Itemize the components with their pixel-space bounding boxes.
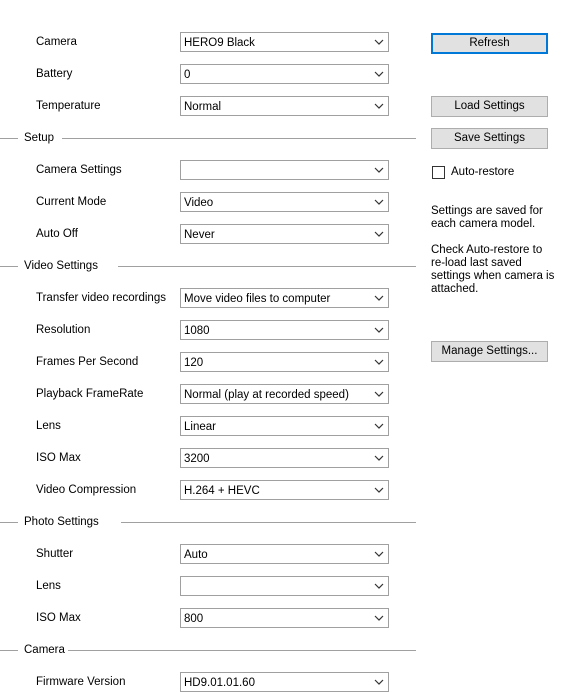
temperature-select[interactable]: Normal: [180, 96, 389, 116]
chevron-down-icon: [374, 70, 384, 78]
chevron-down-icon: [374, 230, 384, 238]
chevron-down-icon: [374, 582, 384, 590]
chevron-down-icon: [374, 454, 384, 462]
chevron-down-icon: [374, 102, 384, 110]
refresh-button[interactable]: Refresh: [431, 33, 548, 54]
photo-iso-max-label: ISO Max: [36, 612, 81, 624]
battery-select[interactable]: 0: [180, 64, 389, 84]
info-text-saved: Settings are saved for each camera model.: [431, 205, 543, 230]
section-title: Camera: [24, 644, 65, 656]
video-compression-select[interactable]: H.264 + HEVC: [180, 480, 389, 500]
chevron-down-icon: [374, 550, 384, 558]
chevron-down-icon: [374, 38, 384, 46]
shutter-select[interactable]: Auto: [180, 544, 389, 564]
chevron-down-icon: [374, 198, 384, 206]
divider: [121, 522, 416, 523]
section-setup: [0, 131, 416, 145]
chevron-down-icon: [374, 678, 384, 686]
photo-lens-select[interactable]: [180, 576, 389, 596]
divider: [0, 266, 18, 267]
divider: [118, 266, 416, 267]
current-mode-label: Current Mode: [36, 196, 107, 208]
load-settings-button[interactable]: Load Settings: [431, 96, 548, 117]
chevron-down-icon: [374, 294, 384, 302]
battery-label: Battery: [36, 68, 73, 80]
divider: [0, 138, 18, 139]
photo-iso-max-select[interactable]: 800: [180, 608, 389, 628]
section-camera: [0, 643, 416, 657]
manage-settings-button[interactable]: Manage Settings...: [431, 341, 548, 362]
camera-select[interactable]: HERO9 Black: [180, 32, 389, 52]
chevron-down-icon: [374, 486, 384, 494]
info-text-autorestore: Check Auto-restore to re-load last saved settings when camera is attached.: [431, 244, 555, 295]
chevron-down-icon: [374, 358, 384, 366]
section-title: Photo Settings: [24, 516, 99, 528]
current-mode-select[interactable]: Video: [180, 192, 389, 212]
chevron-down-icon: [374, 390, 384, 398]
divider: [0, 650, 18, 651]
transfer-video-select[interactable]: Move video files to computer: [180, 288, 389, 308]
divider: [0, 522, 18, 523]
section-title: Video Settings: [24, 260, 98, 272]
chevron-down-icon: [374, 166, 384, 174]
video-compression-label: Video Compression: [36, 484, 137, 496]
fps-select[interactable]: 120: [180, 352, 389, 372]
transfer-video-label: Transfer video recordings: [36, 292, 166, 304]
resolution-select[interactable]: 1080: [180, 320, 389, 340]
video-lens-select[interactable]: Linear: [180, 416, 389, 436]
resolution-label: Resolution: [36, 324, 91, 336]
auto-restore-label[interactable]: Auto-restore: [451, 166, 515, 178]
divider: [68, 650, 416, 651]
photo-lens-label: Lens: [36, 580, 61, 592]
divider: [62, 138, 416, 139]
video-iso-max-select[interactable]: 3200: [180, 448, 389, 468]
auto-off-label: Auto Off: [36, 228, 78, 240]
shutter-label: Shutter: [36, 548, 74, 560]
section-photo-settings: [0, 515, 416, 529]
firmware-version-label: Firmware Version: [36, 676, 126, 688]
video-iso-max-label: ISO Max: [36, 452, 81, 464]
save-settings-button[interactable]: Save Settings: [431, 128, 548, 149]
chevron-down-icon: [374, 422, 384, 430]
camera-label: Camera: [36, 36, 77, 48]
temperature-label: Temperature: [36, 100, 101, 112]
section-title: Setup: [24, 132, 55, 144]
fps-label: Frames Per Second: [36, 356, 139, 368]
auto-restore-checkbox[interactable]: [432, 166, 445, 179]
camera-settings-label: Camera Settings: [36, 164, 122, 176]
section-video-settings: [0, 259, 416, 273]
playback-framerate-select[interactable]: Normal (play at recorded speed): [180, 384, 389, 404]
camera-settings-select[interactable]: [180, 160, 389, 180]
video-lens-label: Lens: [36, 420, 61, 432]
playback-framerate-label: Playback FrameRate: [36, 388, 144, 400]
chevron-down-icon: [374, 614, 384, 622]
chevron-down-icon: [374, 326, 384, 334]
auto-off-select[interactable]: Never: [180, 224, 389, 244]
firmware-version-select[interactable]: HD9.01.01.60: [180, 672, 389, 692]
